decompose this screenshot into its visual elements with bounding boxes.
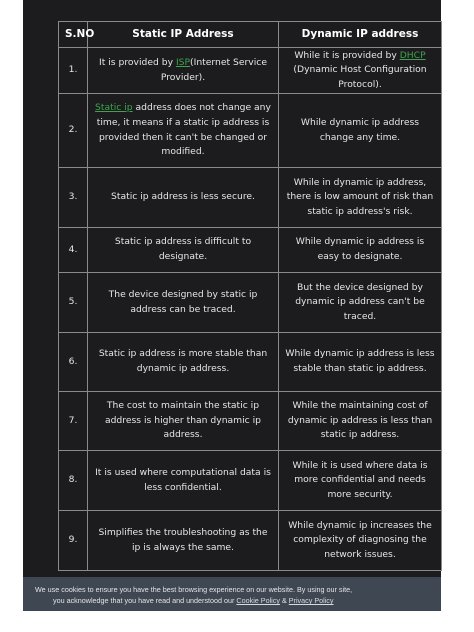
- table-row: [59, 392, 442, 451]
- cell-text: While it is used where data is more confidential and needs more security.: [292, 459, 428, 500]
- cell-text: While it is provided by: [294, 49, 400, 61]
- cell-text: Static ip address is more stable than dynamic ip address.: [98, 348, 268, 374]
- cell-sno: 1.: [59, 48, 88, 94]
- cookie-policy-link[interactable]: Cookie Policy: [236, 596, 280, 605]
- table-header-row: [59, 22, 442, 48]
- table-row: [59, 451, 442, 511]
- cell-sno: 6.: [59, 333, 88, 392]
- table-row: [59, 333, 442, 392]
- cell-static-ip: [88, 168, 279, 228]
- cell-text: address does not change any time, it means if a static ip address is provided then it can't be changed or modified.: [96, 102, 271, 158]
- cell-text: Simplifies the troubleshooting as the ip is always the same.: [98, 526, 268, 553]
- cell-dynamic-ip: [279, 392, 442, 451]
- cell-link[interactable]: ISP: [175, 56, 191, 68]
- cookie-amp: &: [279, 596, 289, 605]
- cell-text: It is used where computational data is less confidential.: [95, 466, 271, 493]
- table-row: [59, 48, 442, 94]
- cell-static-ip: [88, 451, 279, 511]
- cell-dynamic-ip: [279, 333, 442, 392]
- table-row: [59, 94, 442, 168]
- cell-sno: 2.: [59, 94, 88, 168]
- cell-dynamic-ip: [279, 94, 442, 168]
- cell-dynamic-ip: [279, 511, 442, 571]
- cell-text: The device designed by static ip address can be traced.: [108, 288, 258, 315]
- table-row: [59, 228, 442, 273]
- cell-sno: 7.: [59, 392, 88, 451]
- cell-dynamic-ip: [279, 168, 442, 228]
- cell-static-ip: [88, 333, 279, 392]
- cell-text: But the device designed by dynamic ip address can't be traced.: [295, 281, 425, 322]
- cell-static-ip: [88, 48, 279, 94]
- cell-dynamic-ip: [279, 228, 442, 273]
- comparison-table: [58, 21, 442, 571]
- cell-text: While dynamic ip increases the complexity of diagnosing the network issues.: [288, 519, 432, 560]
- table-row: [59, 273, 442, 333]
- cell-static-ip: [88, 511, 279, 571]
- cell-sno: 9.: [59, 511, 88, 571]
- cell-dynamic-ip: [279, 273, 442, 333]
- cell-sno: 4.: [59, 228, 88, 273]
- cell-text: It is provided by: [99, 56, 176, 68]
- cell-text: While in dynamic ip address, there is low amount of risk than static ip address's risk.: [286, 176, 434, 217]
- cell-text: Static ip address is difficult to designate.: [114, 236, 252, 262]
- cell-sno: 3.: [59, 168, 88, 228]
- cell-text: The cost to maintain the static ip address is higher than dynamic ip address.: [104, 400, 262, 441]
- cell-sno: 5.: [59, 273, 88, 333]
- table-row: [59, 168, 442, 228]
- cell-text: (Dynamic Host Configuration Protocol).: [293, 64, 427, 90]
- cell-static-ip: [88, 392, 279, 451]
- document-page: [23, 0, 441, 610]
- cell-sno: 8.: [59, 451, 88, 511]
- cell-text: (Internet Service Provider).: [160, 56, 267, 83]
- cell-dynamic-ip: [279, 451, 442, 511]
- cell-dynamic-ip: [279, 48, 442, 94]
- cell-text: While dynamic ip address is less stable than static ip address.: [285, 348, 435, 374]
- cell-static-ip: [88, 273, 279, 333]
- cookie-text-line2: [35, 595, 441, 606]
- cell-text: While dynamic ip address change any time.: [300, 116, 420, 143]
- privacy-policy-link[interactable]: Privacy Policy: [288, 596, 334, 605]
- header-sno: S.NO: [59, 22, 88, 48]
- cell-link[interactable]: DHCP: [399, 49, 426, 61]
- cookie-banner: [23, 577, 441, 611]
- header-static-ip: Static IP Address: [88, 22, 279, 48]
- cell-static-ip: [88, 94, 279, 168]
- table-row: [59, 511, 442, 571]
- cell-static-ip: [88, 228, 279, 273]
- header-dynamic-ip: Dynamic IP address: [279, 22, 442, 48]
- cell-text: While dynamic ip address is easy to designate.: [295, 236, 425, 262]
- cookie-text-line1: We use cookies to ensure you have the best browsing experience on our website. By using our site,: [35, 585, 353, 594]
- cell-link[interactable]: Static ip: [95, 102, 133, 114]
- cell-text: While the maintaining cost of dynamic ip address is less than static ip address.: [287, 400, 433, 441]
- cell-text: Static ip address is less secure.: [111, 191, 255, 203]
- cookie-text-line2-prefix: you acknowledge that you have read and understood our: [53, 596, 237, 605]
